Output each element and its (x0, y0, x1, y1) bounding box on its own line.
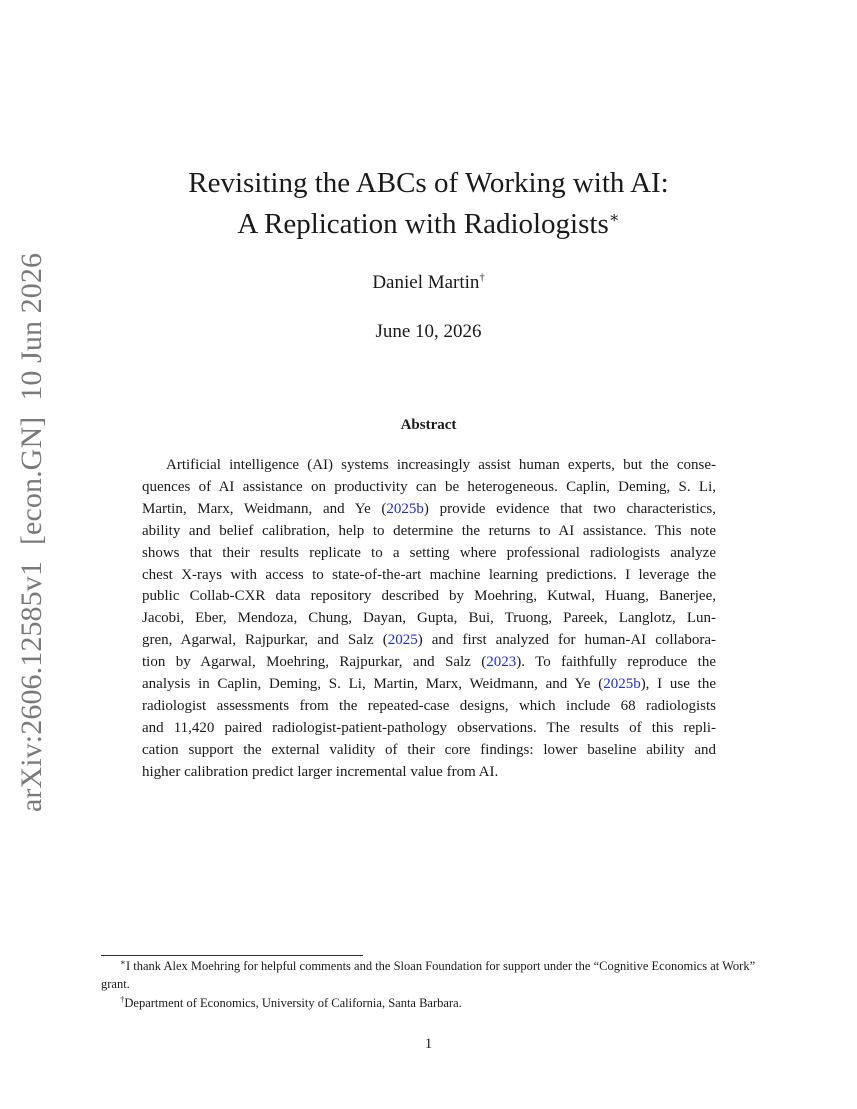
abstract-line: chest X-rays with access to state-of-the-art machine learning predictions. I leverage the (142, 566, 716, 583)
abstract-line: shows that their results replicate to a setting where professional radiologists analyze (142, 544, 716, 561)
paper-title (0, 163, 857, 245)
abstract-line: analysis in Caplin, Deming, S. Li, Martin, Marx, Weidmann, and Ye (2025b), I use the (142, 676, 716, 693)
title-line-2-text: A Replication with Radiologists (237, 208, 609, 240)
footnote-1-mark: ∗ (120, 956, 126, 967)
abstract-line: Jacobi, Eber, Mendoza, Chung, Dayan, Gupta, Bui, Truong, Pareek, Langlotz, Lun- (142, 610, 716, 627)
abstract-line: quences of AI assistance on productivity can be heterogeneous. Caplin, Deming, S. Li, (142, 478, 716, 495)
footnote-2-text: Department of Economics, University of California, Santa Barbara. (124, 996, 462, 1010)
citation-link[interactable]: 2025b (386, 500, 424, 517)
author-footnote-mark: † (479, 272, 485, 284)
arxiv-category: [econ.GN] (15, 416, 48, 546)
footnote-2-mark: † (120, 993, 125, 1004)
author (0, 272, 857, 294)
citation-link[interactable]: 2023 (486, 654, 517, 671)
title-line-1: Revisiting the ABCs of Working with AI: (188, 167, 669, 199)
abstract-line: radiologist assessments from the repeated-case designs, which include 68 radiologists (142, 697, 716, 714)
citation-link[interactable]: 2025 (387, 632, 418, 649)
abstract-line: Martin, Marx, Weidmann, and Ye (2025b) provide evidence that two characteristics, (142, 500, 716, 517)
title-line-2 (0, 204, 857, 245)
abstract-heading: Abstract (400, 417, 457, 433)
abstract-line: and 11,420 paired radiologist-patient-pathology observations. The results of this repli- (142, 719, 716, 736)
abstract-line: higher calibration predict larger incremental value from AI. (142, 763, 499, 780)
footnote-1 (101, 958, 761, 993)
citation-link[interactable]: 2025b (603, 676, 641, 693)
abstract-line: gren, Agarwal, Rajpurkar, and Salz (2025) and first analyzed for human-AI collabora- (142, 632, 716, 649)
author-name: Daniel Martin (372, 272, 480, 293)
abstract-line: cation support the external validity of their core findings: lower baseline ability and (142, 741, 716, 758)
paper-date: June 10, 2026 (375, 321, 482, 342)
abstract-body (142, 455, 716, 784)
arxiv-date: 10 Jun 2026 (15, 252, 48, 401)
abstract-line: Artificial intelligence (AI) systems increasingly assist human experts, but the conse- (166, 457, 716, 473)
title-footnote-mark: ∗ (608, 209, 620, 227)
footnote-rule (101, 955, 363, 956)
footnote-2 (101, 995, 761, 1013)
abstract-line: public Collab-CXR data repository described by Moehring, Kutwal, Huang, Banerjee, (142, 588, 716, 605)
footnote-1-text: I thank Alex Moehring for helpful comments and the Sloan Foundation for support under the “Cognitive Economics at Work” grant. (101, 959, 756, 991)
arxiv-id: arXiv:2606.12585v1 (15, 561, 48, 812)
abstract-line: tion by Agarwal, Moehring, Rajpurkar, and Salz (2023). To faithfully reproduce the (142, 654, 716, 671)
abstract-line: ability and belief calibration, help to determine the returns to AI assistance. This note (142, 522, 716, 539)
page-number: 1 (424, 1036, 433, 1052)
